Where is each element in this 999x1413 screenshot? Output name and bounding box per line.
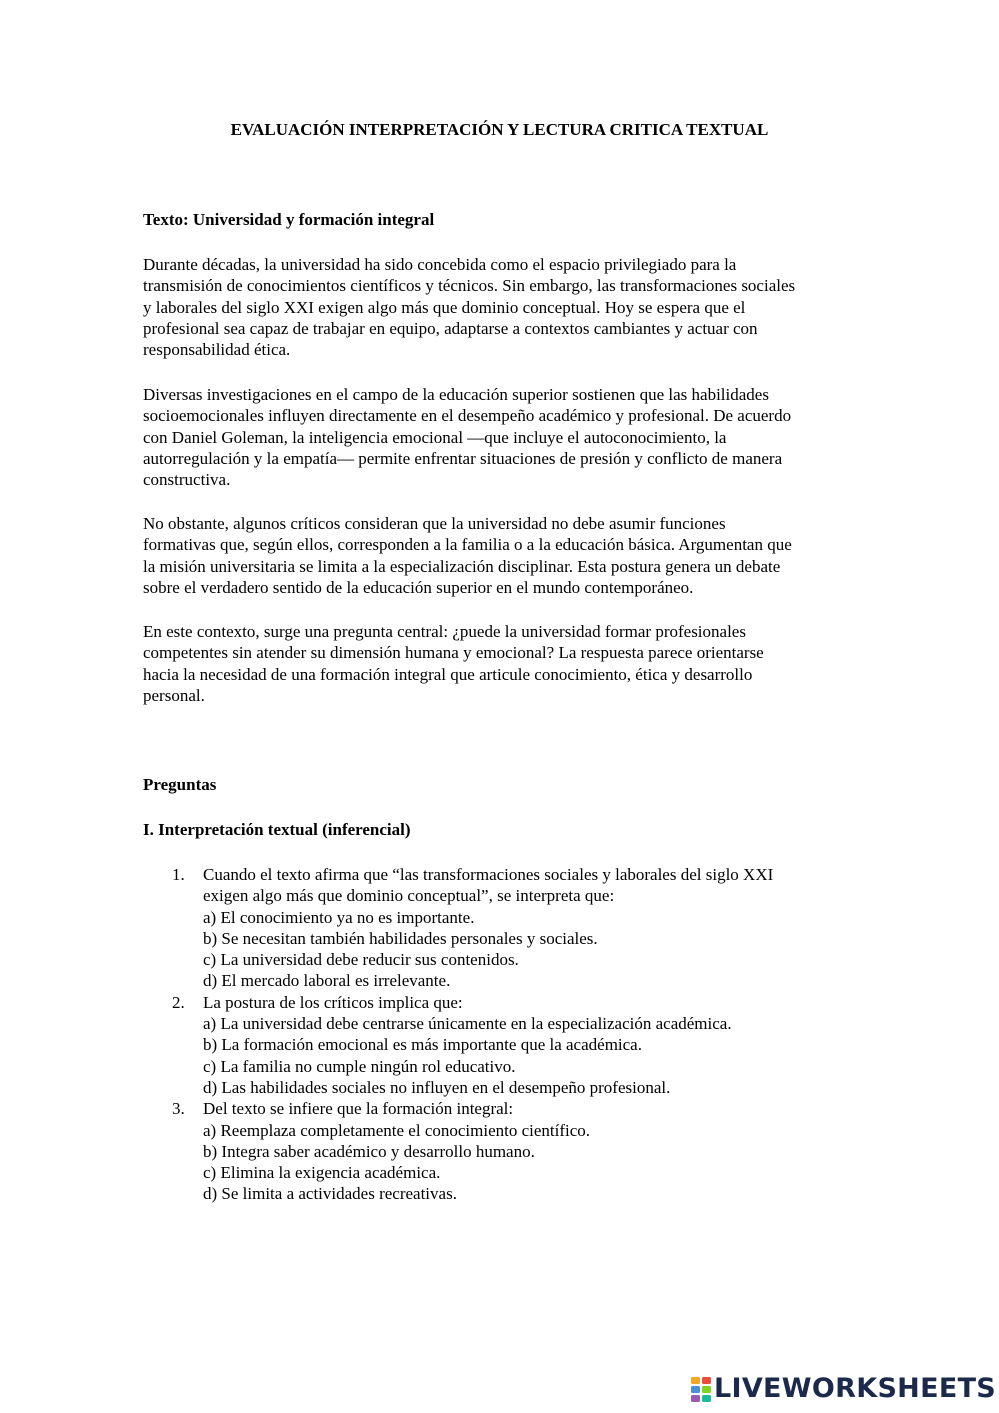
question-1 (143, 864, 863, 992)
answer-option-b[interactable]: b) Se necesitan también habilidades personales y sociales. (203, 928, 598, 948)
paragraph-line: hacia la necesidad de una formación integral que articule conocimiento, ética y desarrollo (143, 664, 753, 684)
paragraph-line: socioemocionales influyen directamente en el desempeño académico y profesional. De acuerdo (143, 406, 792, 426)
logo-text: LIVEWORKSHEETS (714, 1373, 997, 1404)
question-text-line: exigen algo más que dominio conceptual”, se interpreta que: (203, 886, 615, 906)
question-text-line: Cuando el texto afirma que “las transformaciones sociales y laborales del siglo XXI (203, 865, 774, 884)
paragraph-line: personal. (143, 685, 205, 705)
liveworksheets-logo-icon (690, 1375, 712, 1403)
question-number: 2. (172, 992, 185, 1012)
paragraph-line: profesional sea capaz de trabajar en equipo, adaptarse a contextos cambiantes y actuar con (143, 318, 758, 338)
answer-option-d[interactable]: d) Las habilidades sociales no influyen en el desempeño profesional. (203, 1077, 671, 1097)
answer-option-b[interactable]: b) Integra saber académico y desarrollo humano. (203, 1141, 535, 1161)
questions-list (143, 864, 863, 1205)
answer-option-c[interactable]: c) La familia no cumple ningún rol educativo. (203, 1056, 516, 1076)
paragraph-4 (143, 621, 863, 706)
answer-option-c[interactable]: c) Elimina la exigencia académica. (203, 1163, 441, 1183)
paragraph-line: con Daniel Goleman, la inteligencia emocional —que incluye el autoconocimiento, la (143, 427, 727, 447)
answer-option-b[interactable]: b) La formación emocional es más importante que la académica. (203, 1035, 642, 1055)
paragraph-line: No obstante, algunos críticos consideran que la universidad no debe asumir funciones (143, 514, 726, 533)
question-number: 3. (172, 1099, 185, 1119)
paragraph-3 (143, 513, 863, 598)
liveworksheets-logo (690, 1374, 996, 1404)
question-2 (143, 992, 863, 1098)
questions-heading: Preguntas (143, 775, 217, 794)
section-heading: I. Interpretación textual (inferencial) (143, 820, 411, 839)
paragraph-line: sobre el verdadero sentido de la educación superior en el mundo contemporáneo. (143, 577, 694, 597)
answer-option-d[interactable]: d) Se limita a actividades recreativas. (203, 1184, 457, 1204)
paragraph-line: constructiva. (143, 470, 231, 490)
document-title: EVALUACIÓN INTERPRETACIÓN Y LECTURA CRITICA TEXTUAL (230, 120, 769, 139)
paragraph-line: responsabilidad ética. (143, 340, 291, 360)
paragraph-line: Durante décadas, la universidad ha sido concebida como el espacio privilegiado para la (143, 255, 737, 274)
answer-option-a[interactable]: a) La universidad debe centrarse únicamente en la especialización académica. (203, 1014, 732, 1034)
question-text-line: Del texto se infiere que la formación integral: (203, 1099, 514, 1119)
paragraph-2 (143, 384, 863, 490)
answer-option-c[interactable]: c) La universidad debe reducir sus contenidos. (203, 950, 519, 970)
paragraph-line: formativas que, según ellos, corresponden a la familia o a la educación básica. Argumentan que (143, 535, 792, 555)
text-heading: Texto: Universidad y formación integral (143, 210, 435, 229)
question-3 (143, 1098, 863, 1204)
question-text-line: La postura de los críticos implica que: (203, 992, 463, 1012)
question-number: 1. (172, 865, 185, 884)
paragraph-line: autorregulación y la empatía— permite enfrentar situaciones de presión y conflicto de manera (143, 448, 783, 468)
answer-option-a[interactable]: a) Reemplaza completamente el conocimiento científico. (203, 1120, 591, 1140)
paragraph-line: y laborales del siglo XXI exigen algo más que dominio conceptual. Hoy se espera que el (143, 297, 746, 317)
paragraph-line: transmisión de conocimientos científicos y técnicos. Sin embargo, las transformaciones sociales (143, 276, 796, 296)
paragraph-line: Diversas investigaciones en el campo de la educación superior sostienen que las habilidades (143, 385, 769, 404)
paragraph-line: En este contexto, surge una pregunta central: ¿puede la universidad formar profesionales (143, 622, 746, 641)
paragraph-line: la misión universitaria se limita a la especialización disciplinar. Esta postura genera un debate (143, 556, 781, 576)
answer-option-a[interactable]: a) El conocimiento ya no es importante. (203, 907, 475, 927)
answer-option-d[interactable]: d) El mercado laboral es irrelevante. (203, 971, 451, 991)
paragraph-line: competentes sin atender su dimensión humana y emocional? La respuesta parece orientarse (143, 643, 764, 663)
paragraph-1 (143, 254, 863, 360)
